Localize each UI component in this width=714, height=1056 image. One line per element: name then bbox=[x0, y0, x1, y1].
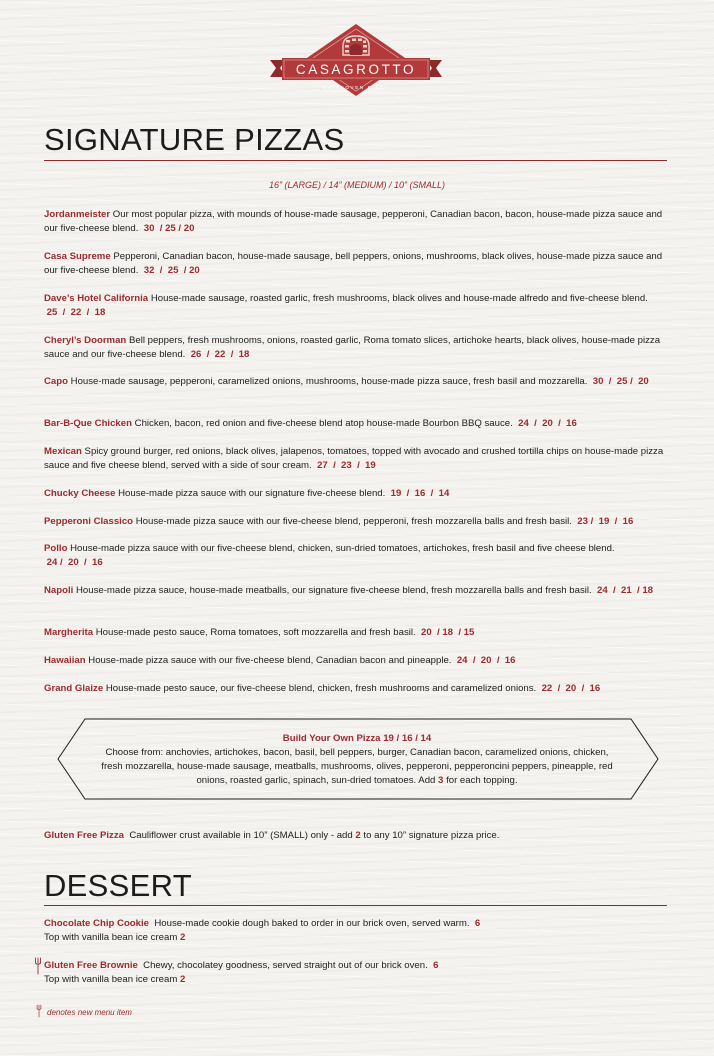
menu-item-price: 24 / 20 / 16 bbox=[46, 556, 103, 568]
menu-item-name: Casa Supreme bbox=[44, 251, 111, 262]
menu-item-name: Pollo bbox=[44, 543, 68, 554]
menu-item-name: Chocolate Chip Cookie bbox=[44, 918, 150, 929]
byo-description-end: for each topping. bbox=[446, 775, 518, 786]
menu-item-description: Chewy, chocolatey goodness, served straight out of our brick oven. bbox=[143, 960, 428, 971]
new-item-footnote: denotes new menu item bbox=[47, 1008, 132, 1017]
byo-description: Choose from: anchovies, artichokes, bacon, basil, bell peppers, burger, Canadian bacon, caramelized onions, chicken, fresh mozzarella, house-made sausage, meatballs, mushrooms, olives, pepperoni, pepperoncini peppers, pineapple, red onions, roasted garlic, spinach, sun-dried tomatoes. Add bbox=[101, 747, 613, 786]
menu-item-pollo bbox=[44, 542, 670, 570]
menu-item-name: Chucky Cheese bbox=[44, 488, 116, 499]
menu-item-name: Mexican bbox=[44, 446, 82, 457]
menu-item-price: 26 / 22 / 18 bbox=[190, 348, 250, 360]
menu-item-name: Jordanmeister bbox=[44, 209, 111, 220]
menu-item-hawaiian bbox=[44, 654, 670, 668]
menu-item-price: 19 / 16 / 14 bbox=[390, 488, 450, 499]
menu-item-price: 27 / 23 / 19 bbox=[317, 459, 376, 471]
menu-item-description: House-made cookie dough baked to order in our brick oven, served warm. bbox=[154, 918, 470, 929]
menu-item-name: Gluten Free Pizza bbox=[44, 830, 124, 841]
byo-title: Build Your Own Pizza bbox=[282, 733, 381, 744]
menu-item-price: 6 bbox=[474, 918, 481, 929]
menu-item-description: Our most popular pizza, with mounds of house-made sausage, pepperoni, Canadian bacon, bacon, house-made pizza sauce and our five-cheese blend. bbox=[44, 209, 663, 234]
menu-item-price: 32 / 25 / 20 bbox=[143, 264, 200, 276]
menu-item-price: 20 / 18 / 15 bbox=[421, 627, 475, 638]
menu-item-grand-glaize bbox=[44, 682, 670, 696]
menu-item-name: Pepperoni Classico bbox=[44, 516, 134, 527]
pizzas-section-title: SIGNATURE PIZZAS bbox=[44, 122, 345, 157]
menu-item-name: Capo bbox=[44, 376, 68, 387]
menu-item-gluten-free-pizza bbox=[44, 829, 670, 843]
menu-item-name: Cheryl’s Doorman bbox=[44, 335, 127, 346]
menu-item-price: 24 / 21 / 18 bbox=[597, 585, 654, 596]
menu-item-jordanmeister bbox=[44, 208, 670, 236]
build-your-own-text bbox=[100, 732, 614, 788]
menu-item-margherita bbox=[44, 626, 670, 640]
byo-topping-price: 3 bbox=[438, 775, 444, 786]
menu-item-price: 24 / 20 / 16 bbox=[518, 418, 577, 429]
menu-item-addon: Top with vanilla bean ice cream bbox=[44, 973, 178, 985]
menu-item-name: Hawaiian bbox=[44, 655, 86, 666]
menu-item-description: House-made sausage, pepperoni, caramelized onions, mushrooms, house-made pizza sauce, fresh basil and mozzarella. bbox=[70, 376, 588, 387]
pizza-size-legend: 16” (LARGE) / 14” (MEDIUM) / 10” (SMALL) bbox=[268, 180, 446, 190]
casagrotto-logo bbox=[262, 22, 450, 98]
menu-item-chocolate-chip-cookie bbox=[44, 917, 670, 945]
brick-oven-icon bbox=[343, 36, 369, 55]
menu-item-price: 23 / 19 / 16 bbox=[577, 516, 634, 527]
menu-item-price: 30 / 25 / 20 bbox=[592, 376, 649, 387]
menu-item-addon-price: 2 bbox=[180, 931, 186, 943]
menu-item-price: 30 / 25 / 20 bbox=[143, 222, 195, 234]
menu-item-napoli bbox=[44, 584, 670, 598]
menu-item-name: Margherita bbox=[44, 627, 94, 638]
menu-item-casa-supreme bbox=[44, 250, 670, 278]
menu-item-price: 22 / 20 / 16 bbox=[541, 683, 601, 694]
menu-item-capo bbox=[44, 375, 670, 389]
menu-item-description: House-made pizza sauce, house-made meatballs, our signature five-cheese blend, fresh mozzarella balls and fresh basil. bbox=[76, 585, 592, 596]
footnote-fork-icon bbox=[36, 1004, 42, 1018]
dessert-section-title: DESSERT bbox=[44, 868, 192, 903]
menu-item-description: House-made pesto sauce, Roma tomatoes, soft mozzarella and fresh basil. bbox=[95, 627, 416, 638]
menu-item-bbq-chicken bbox=[44, 417, 670, 431]
logo-subtitle: BRICKOVEN PIZZA bbox=[323, 85, 389, 90]
menu-item-price: 6 bbox=[433, 960, 439, 971]
pizzas-title-divider bbox=[44, 160, 667, 161]
menu-item-addon: Top with vanilla bean ice cream bbox=[44, 931, 178, 943]
menu-item-chucky-cheese bbox=[44, 487, 670, 501]
menu-item-gluten-free-brownie bbox=[44, 959, 670, 987]
logo-brand-name: CASAGROTTO bbox=[295, 62, 417, 77]
menu-item-name: Grand Glaize bbox=[44, 683, 104, 694]
menu-item-description: House-made pizza sauce with our five-cheese blend, Canadian bacon and pineapple. bbox=[88, 655, 452, 666]
fork-icon bbox=[34, 957, 42, 975]
menu-item-description: Pepperoni, Canadian bacon, house-made sausage, bell peppers, onions, mushrooms, black olives, house-made pizza sauce and our five-cheese blend. bbox=[44, 251, 663, 276]
menu-item-addon-price: 2 bbox=[180, 973, 186, 985]
menu-item-pepperoni-classico bbox=[44, 515, 670, 529]
menu-item-mexican bbox=[44, 445, 670, 473]
menu-item-description: House-made sausage, roasted garlic, fresh mushrooms, black olives and house-made alfredo and five-cheese blend. bbox=[150, 293, 648, 304]
menu-item-name: Dave’s Hotel California bbox=[44, 293, 149, 304]
menu-item-description: Chicken, bacon, red onion and five-cheese blend atop house-made Bourbon BBQ sauce. bbox=[134, 418, 513, 429]
menu-item-description: House-made pizza sauce with our five-cheese blend, pepperoni, fresh mozzarella balls and fresh basil. bbox=[135, 516, 572, 527]
menu-item-name: Gluten Free Brownie bbox=[44, 960, 138, 971]
menu-item-description: House-made pesto sauce, our five-cheese blend, chicken, fresh mushrooms and caramelized onions. bbox=[105, 683, 537, 694]
menu-item-description-end: to any 10” signature pizza price. bbox=[363, 830, 500, 841]
byo-price: 19 / 16 / 14 bbox=[383, 733, 432, 744]
menu-item-name: Napoli bbox=[44, 585, 74, 596]
menu-item-price: 25 / 22 / 18 bbox=[46, 306, 106, 318]
menu-item-price: 24 / 20 / 16 bbox=[456, 655, 516, 666]
menu-item-name: Bar-B-Que Chicken bbox=[44, 418, 132, 429]
menu-item-price: 2 bbox=[355, 830, 361, 841]
menu-item-description: House-made pizza sauce with our five-cheese blend, chicken, sun-dried tomatoes, artichokes, fresh basil and five cheese blend. bbox=[70, 543, 615, 554]
menu-item-description: Spicy ground burger, red onions, black olives, jalapenos, tomatoes, topped with avocado and crushed tortilla chips on house-made pizza sauce and five cheese blend, served with a side of sour cream. bbox=[44, 446, 664, 471]
menu-item-cheryls-doorman bbox=[44, 334, 670, 362]
menu-item-description: Cauliflower crust available in 10” (SMALL) only - add bbox=[129, 830, 353, 841]
menu-item-description: House-made pizza sauce with our signature five-cheese blend. bbox=[118, 488, 386, 499]
menu-item-description: Bell peppers, fresh mushrooms, onions, roasted garlic, Roma tomato slices, artichoke hearts, black olives, house-made pizza sauce and our five-cheese blend. bbox=[44, 335, 661, 360]
dessert-title-divider bbox=[44, 905, 667, 906]
menu-item-daves-hotel-california bbox=[44, 292, 670, 320]
